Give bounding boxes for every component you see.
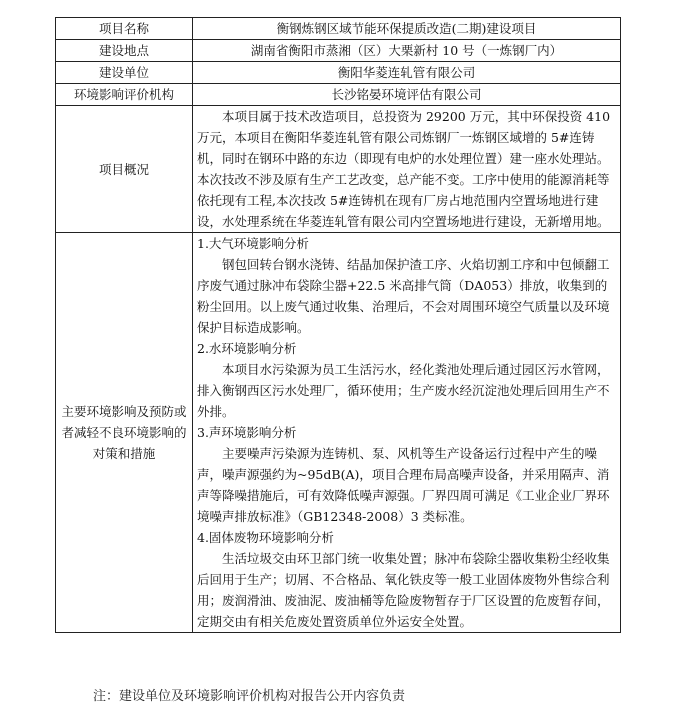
section-text: 主要噪声污染源为连铸机、泵、风机等生产设备运行过程中产生的噪声，噪声源强约为~95dB(A)，项目合理布局高噪声设备，并采用隔声、消声等降噪措施后，可有效降低噪声源强。厂界四周可满足《工业企业厂界环境噪声排放标准》（GB12348-2008）3 类标准。 [197, 446, 610, 524]
footer-note: 注：建设单位及环境影响评价机构对报告公开内容负责 [93, 689, 406, 704]
table-row [56, 18, 621, 40]
table-row [56, 40, 621, 62]
table-row [56, 106, 621, 233]
overview-cell [193, 106, 621, 233]
row-label: 环境影响评价机构 [56, 84, 193, 106]
table-row [56, 233, 621, 633]
section-heading: 1.大气环境影响分析 [197, 236, 309, 251]
project-name-value: 衡钢炼钢区域节能环保提质改造(二期)建设项目 [193, 18, 621, 40]
row-label: 建设单位 [56, 62, 193, 84]
section-heading: 2.水环境影响分析 [197, 341, 297, 356]
eia-agency-value: 长沙铭晏环境评估有限公司 [193, 84, 621, 106]
section-text: 本项目水污染源为员工生活污水，经化粪池处理后通过园区污水管网，排入衡钢西区污水处理厂，循环使用；生产废水经沉淀池处理后回用生产不外排。 [197, 362, 610, 419]
section-heading: 4.固体废物环境影响分析 [197, 530, 334, 545]
location-value: 湖南省衡阳市蒸湘（区）大栗新村 10 号（一炼钢厂内） [193, 40, 621, 62]
measures-label: 主要环境影响及预防或者减轻不良环境影响的对策和措施 [56, 233, 193, 633]
overview-text: 本项目属于技术改造项目，总投资为 29200 万元，其中环保投资 410 万元，本项目在衡阳华菱连轧管有限公司炼钢厂一炼钢区域增的 5#连铸机，同时在钢环中路的东边（即现有电炉的水处理位置）建一座水处理站。本次技改不涉及原有生产工艺改变，总产能不变。工序中使用的能源消耗等依托现有工程,本次技改 5#连铸机在现有厂房占地范围内空置场地进行建设，水处理系统在华菱连轧管有限公司内空置场地进行建设，无新增用地。 [197, 109, 611, 229]
section-text: 生活垃圾交由环卫部门统一收集处置；脉冲布袋除尘器收集粉尘经收集后回用于生产；切屑、不合格品、氧化铁皮等一般工业固体废物外售综合利用；废润滑油、废油泥、废油桶等危险废物暂存于厂区设置的危废暂存间，定期交由有相关危废处置资质单位外运安全处置。 [197, 551, 610, 629]
row-label: 项目名称 [56, 18, 193, 40]
table-row [56, 84, 621, 106]
measures-cell [193, 233, 621, 633]
section-heading: 3.声环境影响分析 [197, 425, 297, 440]
row-label: 建设地点 [56, 40, 193, 62]
project-info-table [55, 17, 621, 633]
builder-value: 衡阳华菱连轧管有限公司 [193, 62, 621, 84]
overview-label: 项目概况 [56, 106, 193, 233]
section-text: 钢包回转台钢水浇铸、结晶加保护渣工序、火焰切割工序和中包倾翻工序废气通过脉冲布袋除尘器+22.5 米高排气筒（DA053）排放，收集到的粉尘回用。以上废气通过收集、治理后，不会对周围环境空气质量以及环境保护目标造成影响。 [197, 257, 610, 335]
table-row [56, 62, 621, 84]
